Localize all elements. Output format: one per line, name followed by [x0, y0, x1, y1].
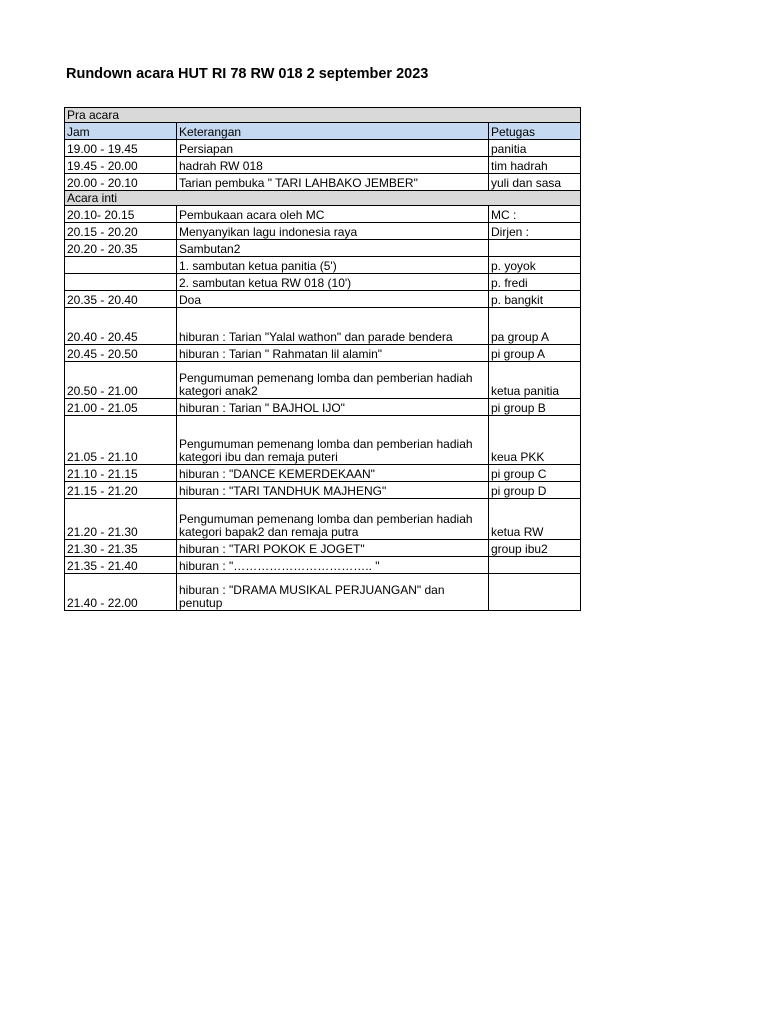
cell-keterangan: hiburan : "TARI TANDHUK MAJHENG": [177, 482, 489, 499]
cell-petugas: keua PKK: [489, 416, 581, 465]
cell-jam: [65, 257, 177, 274]
cell-jam: 21.00 - 21.05: [65, 399, 177, 416]
cell-petugas: [489, 557, 581, 574]
table-header-row: [65, 123, 581, 140]
cell-keterangan: Menyanyikan lagu indonesia raya: [177, 223, 489, 240]
table-row: [65, 499, 581, 540]
cell-petugas: panitia: [489, 140, 581, 157]
cell-petugas: MC :: [489, 206, 581, 223]
cell-keterangan: 1. sambutan ketua panitia (5'): [177, 257, 489, 274]
cell-petugas: pi group D: [489, 482, 581, 499]
cell-jam: [65, 274, 177, 291]
table-row: [65, 557, 581, 574]
table-row: [65, 482, 581, 499]
cell-keterangan: Persiapan: [177, 140, 489, 157]
cell-jam: 21.20 - 21.30: [65, 499, 177, 540]
cell-keterangan: Pengumuman pemenang lomba dan pemberian hadiah kategori bapak2 dan remaja putra: [177, 499, 489, 540]
table-row: [65, 223, 581, 240]
cell-petugas: [489, 240, 581, 257]
column-header-keterangan: Keterangan: [177, 123, 489, 140]
cell-petugas: ketua panitia: [489, 362, 581, 399]
cell-jam: 20.00 - 20.10: [65, 174, 177, 191]
table-row: [65, 157, 581, 174]
table-row: [65, 257, 581, 274]
table-row: [65, 291, 581, 308]
table-row: [65, 240, 581, 257]
cell-jam: 21.40 - 22.00: [65, 574, 177, 611]
cell-petugas: yuli dan sasa: [489, 174, 581, 191]
cell-keterangan: 2. sambutan ketua RW 018 (10'): [177, 274, 489, 291]
cell-keterangan: hiburan : Tarian " Rahmatan lil alamin": [177, 345, 489, 362]
table-row: [65, 399, 581, 416]
cell-keterangan: hiburan : Tarian " BAJHOL IJO": [177, 399, 489, 416]
cell-keterangan: hiburan : Tarian "Yalal wathon" dan parade bendera: [177, 308, 489, 345]
cell-keterangan: Pembukaan acara oleh MC: [177, 206, 489, 223]
cell-petugas: group ibu2: [489, 540, 581, 557]
cell-jam: 20.45 - 20.50: [65, 345, 177, 362]
column-header-petugas: Petugas: [489, 123, 581, 140]
cell-jam: 21.35 - 21.40: [65, 557, 177, 574]
cell-jam: 21.05 - 21.10: [65, 416, 177, 465]
table-row: [65, 140, 581, 157]
cell-keterangan: Doa: [177, 291, 489, 308]
cell-keterangan: hiburan : "DRAMA MUSIKAL PERJUANGAN" dan penutup: [177, 574, 489, 611]
cell-petugas: pi group C: [489, 465, 581, 482]
cell-keterangan: hiburan : "TARI POKOK E JOGET": [177, 540, 489, 557]
cell-petugas: p. yoyok: [489, 257, 581, 274]
cell-jam: 19.45 - 20.00: [65, 157, 177, 174]
page-title: Rundown acara HUT RI 78 RW 018 2 september 2023: [66, 66, 429, 82]
table-row: [65, 345, 581, 362]
cell-petugas: pa group A: [489, 308, 581, 345]
cell-jam: 21.10 - 21.15: [65, 465, 177, 482]
table-row: [65, 465, 581, 482]
cell-petugas: ketua RW: [489, 499, 581, 540]
cell-keterangan: hiburan : "DANCE KEMERDEKAAN": [177, 465, 489, 482]
cell-keterangan: Tarian pembuka " TARI LAHBAKO JEMBER": [177, 174, 489, 191]
cell-jam: 20.35 - 20.40: [65, 291, 177, 308]
cell-jam: 20.20 - 20.35: [65, 240, 177, 257]
cell-keterangan: Sambutan2: [177, 240, 489, 257]
cell-jam: 20.15 - 20.20: [65, 223, 177, 240]
cell-petugas: Dirjen :: [489, 223, 581, 240]
rundown-table: [64, 107, 581, 611]
section-label: Acara inti: [65, 191, 581, 206]
cell-jam: 21.15 - 21.20: [65, 482, 177, 499]
cell-jam: 19.00 - 19.45: [65, 140, 177, 157]
table-row: [65, 362, 581, 399]
table-row: [65, 174, 581, 191]
cell-jam: 20.10- 20.15: [65, 206, 177, 223]
cell-keterangan: Pengumuman pemenang lomba dan pemberian hadiah kategori anak2: [177, 362, 489, 399]
section-row-acara-inti: [65, 191, 581, 206]
table-row: [65, 540, 581, 557]
cell-petugas: pi group B: [489, 399, 581, 416]
table-row: [65, 206, 581, 223]
cell-petugas: pi group A: [489, 345, 581, 362]
cell-keterangan: Pengumuman pemenang lomba dan pemberian hadiah kategori ibu dan remaja puteri: [177, 416, 489, 465]
cell-keterangan: hadrah RW 018: [177, 157, 489, 174]
cell-jam: 20.50 - 21.00: [65, 362, 177, 399]
section-label: Pra acara: [65, 108, 581, 123]
cell-jam: 21.30 - 21.35: [65, 540, 177, 557]
column-header-jam: Jam: [65, 123, 177, 140]
table-row: [65, 274, 581, 291]
table-row: [65, 308, 581, 345]
cell-petugas: [489, 574, 581, 611]
cell-petugas: p. bangkit: [489, 291, 581, 308]
table-row: [65, 574, 581, 611]
section-row-pra-acara: [65, 108, 581, 123]
cell-jam: 20.40 - 20.45: [65, 308, 177, 345]
cell-petugas: tim hadrah: [489, 157, 581, 174]
cell-petugas: p. fredi: [489, 274, 581, 291]
table-row: [65, 416, 581, 465]
cell-keterangan: hiburan : "…………………………….. ": [177, 557, 489, 574]
